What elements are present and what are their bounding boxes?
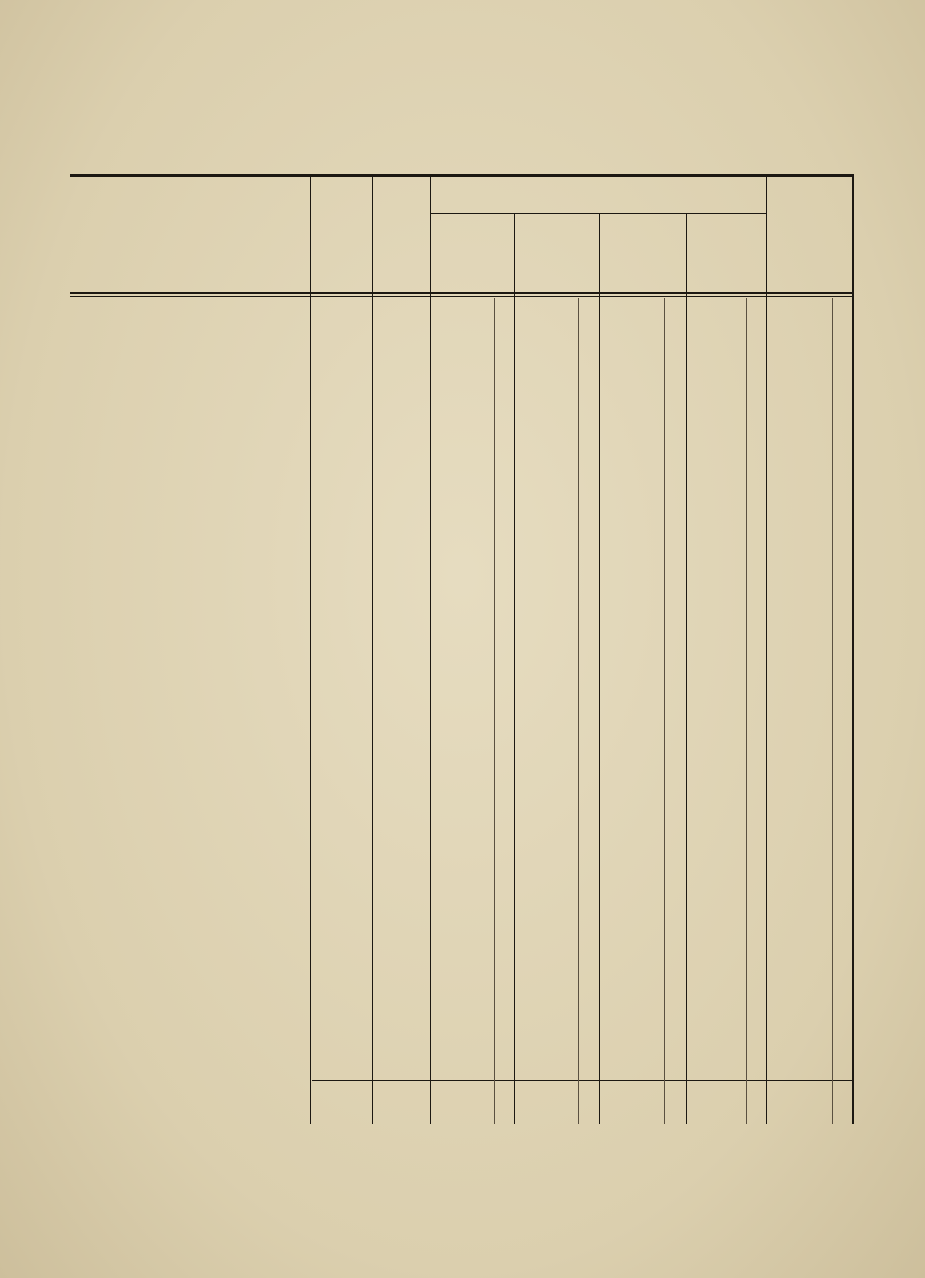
kop-rule: [832, 298, 833, 1124]
subheader-rule: [430, 213, 766, 214]
top-rule: [70, 174, 853, 177]
kop-rule: [578, 298, 579, 1124]
kop-rule: [664, 298, 665, 1124]
col-rule: [599, 214, 600, 1124]
header-bottom-rule: [70, 292, 853, 294]
side-note: [390, 800, 410, 990]
col-rule: [310, 174, 311, 1124]
col-rule: [514, 214, 515, 1124]
header-assigned: [378, 180, 426, 288]
col-rule: [686, 214, 687, 1124]
kop-rule: [494, 298, 495, 1124]
header-bottom-rule-2: [70, 296, 853, 297]
kop-rule: [746, 298, 747, 1124]
col-rule: [430, 174, 431, 1124]
total-top-rule: [312, 1080, 853, 1081]
col-rule-right: [852, 174, 854, 1124]
col-rule: [766, 174, 767, 1124]
header-participate: [314, 180, 368, 288]
col-rule: [372, 174, 373, 1124]
